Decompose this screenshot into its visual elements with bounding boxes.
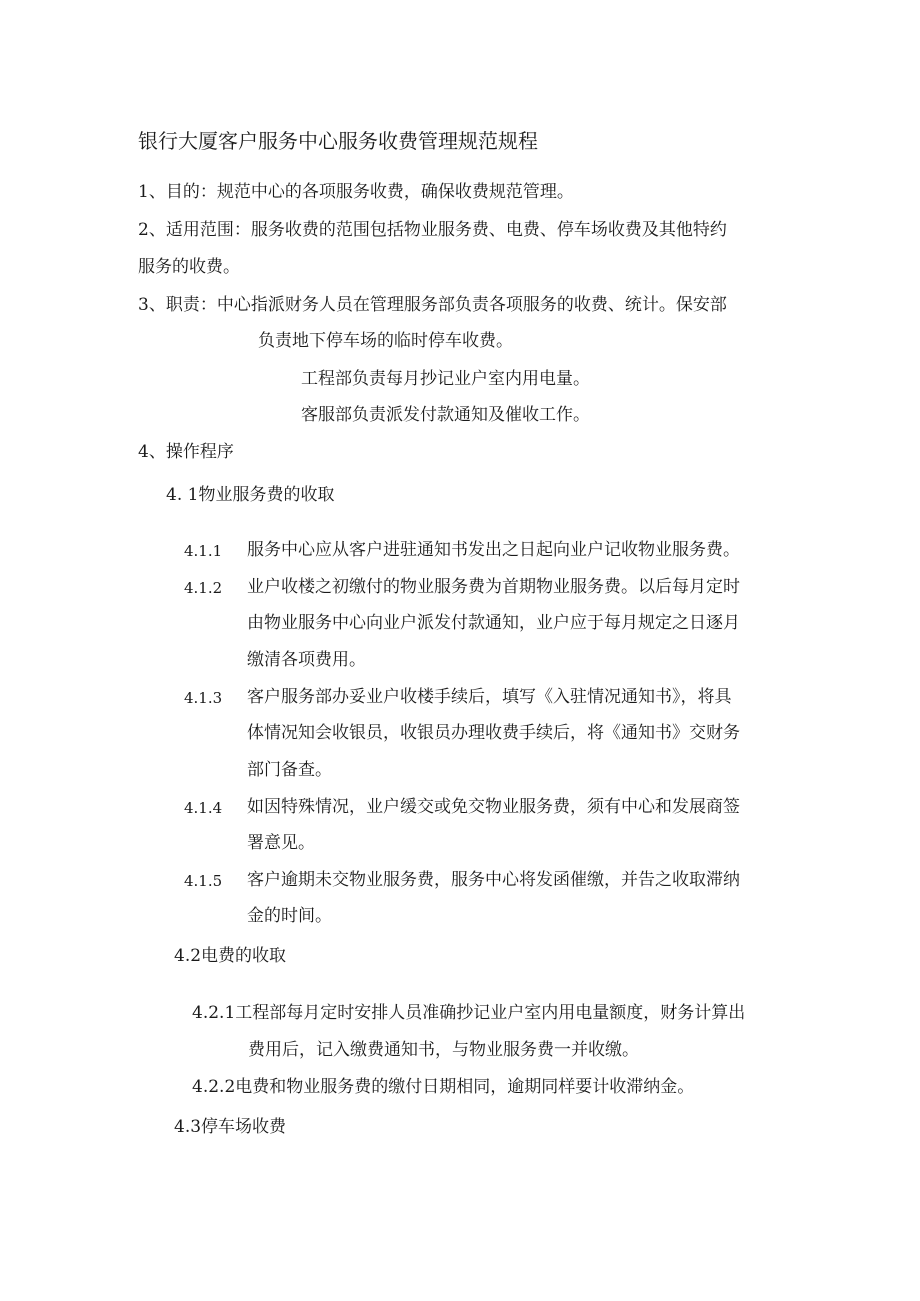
- item-text-line: 服务中心应从客户进驻通知书发出之日起向业户记收物业服务费。: [247, 540, 740, 560]
- section-4-heading: 4、操作程序: [138, 442, 234, 462]
- subsection-4-2-heading: 4.2电费的收取: [174, 946, 287, 966]
- subsection-4-1-heading: 4. 1物业服务费的收取: [166, 485, 335, 505]
- section-3-duties-line-1: 3、职责：中心指派财务人员在管理服务部负责各项服务的收费、统计。保安部: [138, 295, 727, 315]
- section-1-purpose: 1、目的：规范中心的各项服务收费，确保收费规范管理。: [138, 182, 574, 202]
- section-3-duties-line-3: 工程部负责每月抄记业户室内用电量。: [301, 369, 590, 389]
- item-text-line: 金的时间。: [247, 906, 332, 926]
- item-number: 4.1.5: [184, 872, 223, 890]
- item-text-line: 缴清各项费用。: [247, 650, 366, 670]
- section-3-duties-line-2: 负责地下停车场的临时停车收费。: [258, 331, 513, 351]
- item-text-line: 如因特殊情况，业户缓交或免交物业服务费，须有中心和发展商签: [247, 797, 740, 817]
- item-text-line: 体情况知会收银员，收银员办理收费手续后，将《通知书》交财务: [247, 723, 740, 743]
- item-text-line: 由物业服务中心向业户派发付款通知，业户应于每月规定之日逐月: [247, 613, 740, 633]
- item-number: 4.1.1: [184, 542, 223, 560]
- section-3-duties-line-4: 客服部负责派发付款通知及催收工作。: [301, 405, 590, 425]
- item-number: 4.1.4: [184, 799, 223, 817]
- item-text-line: 客户逾期未交物业服务费，服务中心将发函催缴，并告之收取滞纳: [247, 870, 740, 890]
- document-title: 银行大厦客户服务中心服务收费管理规范规程: [138, 129, 538, 153]
- item-4-2-2: 4.2.2电费和物业服务费的缴付日期相同，逾期同样要计收滞纳金。: [192, 1077, 695, 1097]
- item-4-2-1-line-2: 费用后，记入缴费通知书，与物业服务费一并收缴。: [248, 1040, 639, 1060]
- item-4-2-1-line-1: 4.2.1工程部每月定时安排人员准确抄记业户室内用电量额度，财务计算出: [192, 1003, 746, 1023]
- item-text-line: 部门备查。: [247, 760, 332, 780]
- item-text-line: 客户服务部办妥业户收楼手续后，填写《入驻情况通知书》，将具: [247, 687, 732, 707]
- item-number: 4.1.3: [184, 689, 223, 707]
- item-number: 4.1.2: [184, 579, 223, 597]
- item-text-line: 业户收楼之初缴付的物业服务费为首期物业服务费。以后每月定时: [247, 577, 740, 597]
- section-2-scope-line-2: 服务的收费。: [138, 257, 240, 277]
- item-text-line: 署意见。: [247, 833, 315, 853]
- subsection-4-3-heading: 4.3停车场收费: [174, 1117, 287, 1137]
- section-2-scope-line-1: 2、适用范围：服务收费的范围包括物业服务费、电费、停车场收费及其他特约: [138, 220, 727, 240]
